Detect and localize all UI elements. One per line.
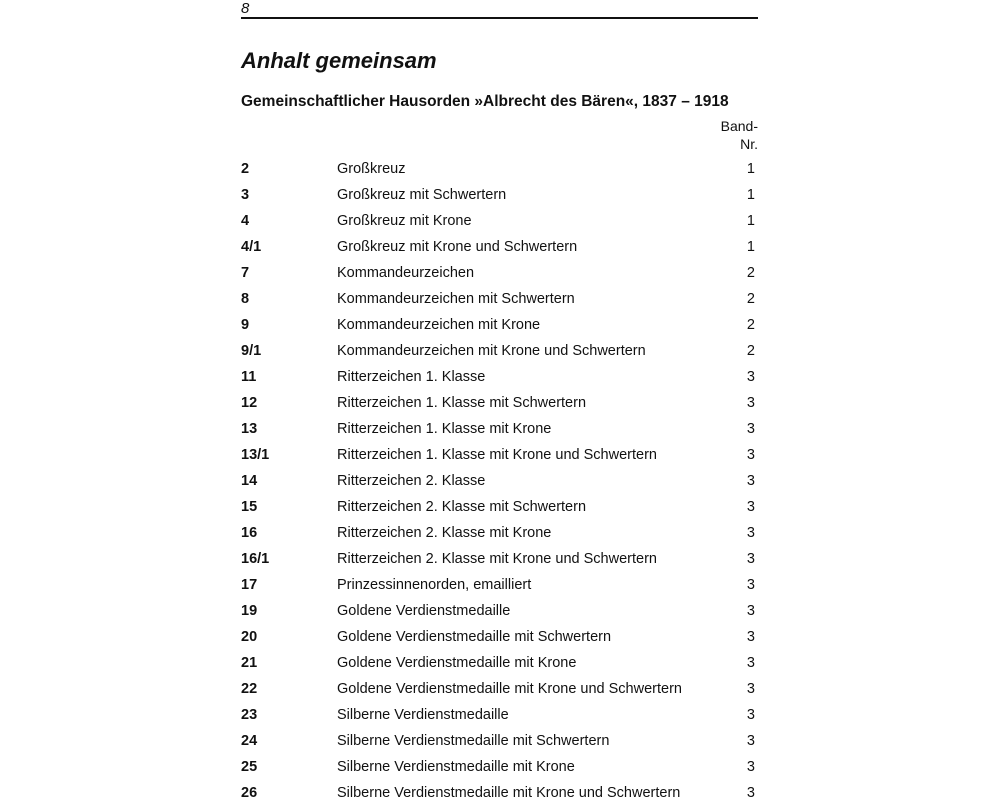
page-number: 8 bbox=[241, 0, 250, 17]
item-number: 22 bbox=[241, 681, 258, 697]
item-band-number: 2 bbox=[746, 291, 755, 307]
item-label: Ritterzeichen 1. Klasse bbox=[337, 369, 486, 385]
list-item bbox=[241, 470, 758, 496]
list-item bbox=[241, 418, 758, 444]
item-label: Großkreuz bbox=[337, 161, 406, 177]
item-number: 17 bbox=[241, 577, 258, 593]
list-item bbox=[241, 678, 758, 704]
item-number: 4 bbox=[241, 213, 250, 229]
band-header-line-1: Band- bbox=[720, 118, 758, 134]
list-item bbox=[241, 288, 758, 314]
item-band-number: 1 bbox=[746, 239, 755, 255]
item-label: Goldene Verdienstmedaille mit Krone bbox=[337, 655, 577, 671]
item-band-number: 3 bbox=[746, 577, 755, 593]
item-band-number: 3 bbox=[746, 551, 755, 567]
item-label: Goldene Verdienstmedaille mit Schwertern bbox=[337, 629, 612, 645]
header-rule bbox=[241, 17, 758, 19]
subsection-title: Gemeinschaftlicher Hausorden »Albrecht des Bären«, 1837 – 1918 bbox=[241, 93, 729, 110]
item-band-number: 1 bbox=[746, 161, 755, 177]
list-item bbox=[241, 704, 758, 730]
list-item bbox=[241, 574, 758, 600]
item-band-number: 3 bbox=[746, 733, 755, 749]
item-number: 23 bbox=[241, 707, 258, 723]
item-label: Ritterzeichen 2. Klasse mit Krone und Schwertern bbox=[337, 551, 657, 567]
item-band-number: 2 bbox=[746, 343, 755, 359]
item-number: 15 bbox=[241, 499, 258, 515]
item-band-number: 3 bbox=[746, 759, 755, 775]
list-item bbox=[241, 158, 758, 184]
item-number: 21 bbox=[241, 655, 258, 671]
item-number: 16/1 bbox=[241, 551, 270, 567]
item-label: Silberne Verdienstmedaille mit Krone und Schwertern bbox=[337, 785, 681, 801]
item-band-number: 2 bbox=[746, 265, 755, 281]
list-item bbox=[241, 626, 758, 652]
list-item bbox=[241, 236, 758, 262]
item-label: Kommandeurzeichen mit Krone und Schwertern bbox=[337, 343, 646, 359]
item-band-number: 3 bbox=[746, 629, 755, 645]
item-band-number: 3 bbox=[746, 525, 755, 541]
list-item bbox=[241, 314, 758, 340]
item-label: Großkreuz mit Krone und Schwertern bbox=[337, 239, 578, 255]
item-band-number: 3 bbox=[746, 369, 755, 385]
item-number: 16 bbox=[241, 525, 258, 541]
list-item bbox=[241, 600, 758, 626]
item-label: Silberne Verdienstmedaille mit Schwertern bbox=[337, 733, 610, 749]
item-label: Kommandeurzeichen mit Krone bbox=[337, 317, 541, 333]
item-label: Großkreuz mit Krone bbox=[337, 213, 472, 229]
item-number: 12 bbox=[241, 395, 258, 411]
item-band-number: 3 bbox=[746, 499, 755, 515]
list-item bbox=[241, 548, 758, 574]
item-number: 14 bbox=[241, 473, 258, 489]
list-item bbox=[241, 496, 758, 522]
item-number: 26 bbox=[241, 785, 258, 801]
list-item bbox=[241, 392, 758, 418]
item-number: 8 bbox=[241, 291, 250, 307]
item-label: Goldene Verdienstmedaille bbox=[337, 603, 511, 619]
item-label: Ritterzeichen 2. Klasse mit Schwertern bbox=[337, 499, 587, 515]
item-band-number: 3 bbox=[746, 395, 755, 411]
item-band-number: 3 bbox=[746, 785, 755, 801]
item-label: Silberne Verdienstmedaille bbox=[337, 707, 509, 723]
item-label: Kommandeurzeichen mit Schwertern bbox=[337, 291, 575, 307]
item-band-number: 3 bbox=[746, 681, 755, 697]
item-label: Ritterzeichen 1. Klasse mit Krone und Schwertern bbox=[337, 447, 657, 463]
list-item bbox=[241, 652, 758, 678]
item-label: Ritterzeichen 1. Klasse mit Schwertern bbox=[337, 395, 587, 411]
item-number: 9 bbox=[241, 317, 250, 333]
item-band-number: 1 bbox=[746, 187, 755, 203]
item-label: Silberne Verdienstmedaille mit Krone bbox=[337, 759, 575, 775]
order-list bbox=[241, 158, 758, 808]
item-number: 7 bbox=[241, 265, 250, 281]
item-number: 13 bbox=[241, 421, 258, 437]
list-item bbox=[241, 782, 758, 808]
item-number: 20 bbox=[241, 629, 258, 645]
item-number: 24 bbox=[241, 733, 258, 749]
list-item bbox=[241, 444, 758, 470]
item-number: 19 bbox=[241, 603, 258, 619]
item-band-number: 3 bbox=[746, 447, 755, 463]
item-band-number: 3 bbox=[746, 421, 755, 437]
item-label: Goldene Verdienstmedaille mit Krone und Schwertern bbox=[337, 681, 682, 697]
list-item bbox=[241, 366, 758, 392]
item-label: Ritterzeichen 1. Klasse mit Krone bbox=[337, 421, 552, 437]
section-title: Anhalt gemeinsam bbox=[241, 48, 437, 73]
item-band-number: 3 bbox=[746, 655, 755, 671]
item-number: 11 bbox=[241, 369, 257, 385]
item-label: Prinzessinnenorden, emailliert bbox=[337, 577, 532, 593]
item-number: 25 bbox=[241, 759, 258, 775]
list-item bbox=[241, 340, 758, 366]
item-number: 3 bbox=[241, 187, 250, 203]
item-number: 9/1 bbox=[241, 343, 262, 359]
item-number: 2 bbox=[241, 161, 250, 177]
list-item bbox=[241, 210, 758, 236]
item-label: Kommandeurzeichen bbox=[337, 265, 475, 281]
list-item bbox=[241, 184, 758, 210]
item-band-number: 3 bbox=[746, 707, 755, 723]
list-item bbox=[241, 522, 758, 548]
item-number: 4/1 bbox=[241, 239, 262, 255]
item-band-number: 1 bbox=[746, 213, 755, 229]
item-label: Ritterzeichen 2. Klasse mit Krone bbox=[337, 525, 552, 541]
item-band-number: 3 bbox=[746, 603, 755, 619]
item-label: Ritterzeichen 2. Klasse bbox=[337, 473, 486, 489]
item-number: 13/1 bbox=[241, 447, 270, 463]
item-band-number: 3 bbox=[746, 473, 755, 489]
band-column-header bbox=[721, 117, 758, 153]
list-item bbox=[241, 730, 758, 756]
item-label: Großkreuz mit Schwertern bbox=[337, 187, 507, 203]
list-item bbox=[241, 756, 758, 782]
document-page bbox=[241, 0, 758, 800]
list-item bbox=[241, 262, 758, 288]
item-band-number: 2 bbox=[746, 317, 755, 333]
band-header-line-2: Nr. bbox=[740, 136, 758, 152]
